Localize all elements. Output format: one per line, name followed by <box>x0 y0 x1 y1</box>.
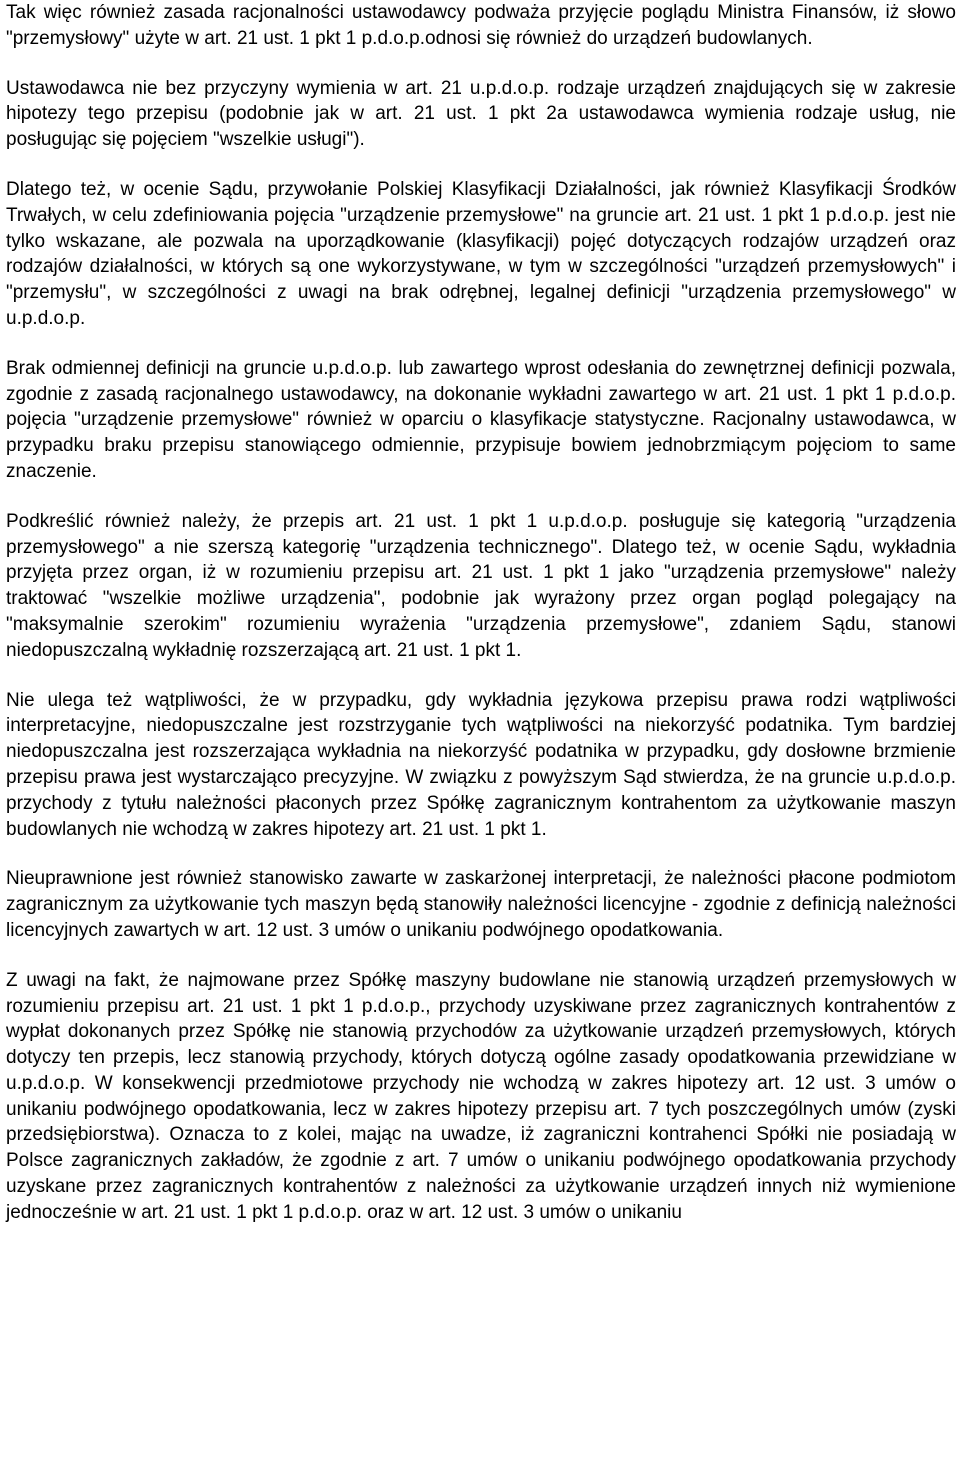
paragraph: Dlatego też, w ocenie Sądu, przywołanie Polskiej Klasyfikacji Działalności, jak również Klasyfikacji Środków Trwałych, w celu zdefiniowania pojęcia "urządzenie przemysłowe" na gruncie art. 21 ust. 1 pkt 1 p.d.o.p. jest nie tylko wskazane, ale pozwala na uporządkowanie (klasyfikacji) pojęć dotyczących rodzajów urządzeń oraz rodzajów działalności, w których są one wykorzystywane, w tym w szczególności "urządzeń przemysłowych" i "przemysłu", w szczególności z uwagi na brak odrębnej, legalnej definicji "urządzenia przemysłowego" w u.p.d.o.p. <box>6 178 956 329</box>
paragraph: Tak więc również zasada racjonalności ustawodawcy podważa przyjęcie poglądu Ministra Finansów, iż słowo "przemysłowy" użyte w art. 21 ust. 1 pkt 1 p.d.o.p.odnosi się również do urządzeń budowlanych. <box>6 2 956 49</box>
paragraph: Brak odmiennej definicji na gruncie u.p.d.o.p. lub zawartego wprost odesłania do zewnętrznej definicji pozwala, zgodnie z zasadą racjonalnego ustawodawcy, na dokonanie wykładni zawartego w art. 21 ust. 1 pkt 1 p.d.o.p. pojęcia "urządzenie przemysłowe" również w oparciu o klasyfikacje statystyczne. Racjonalny ustawodawca, w przypadku braku przepisu stanowiącego odmiennie, przypisuje bowiem jednobrzmiącym pojęciom to same znaczenie. <box>6 357 956 482</box>
paragraph: Nieuprawnione jest również stanowisko zawarte w zaskarżonej interpretacji, że należności płacone podmiotom zagranicznym za użytkowanie tych maszyn będą stanowiły należności licencyjne - zgodnie z definicją należności licencyjnych zawartych w art. 12 ust. 3 umów o unikaniu podwójnego opodatkowania. <box>6 868 956 941</box>
paragraph: Ustawodawca nie bez przyczyny wymienia w art. 21 u.p.d.o.p. rodzaje urządzeń znajdujących się w zakresie hipotezy tego przepisu (podobnie jak w art. 21 ust. 1 pkt 2a ustawodawca wymienia rodzaje usług, nie posługując się pojęciem "wszelkie usługi"). <box>6 77 956 151</box>
paragraph: Z uwagi na fakt, że najmowane przez Spółkę maszyny budowlane nie stanowią urządzeń przemysłowych w rozumieniu przepisu art. 21 ust. 1 pkt 1 p.d.o.p., przychody uzyskiwane przez zagranicznych kontrahentów z wypłat dokonanych przez Spółkę nie stanowią przychodów za użytkowanie urządzeń przemysłowych, których dotyczy ten przepis, lecz stanowią przychody, których dotyczą ogólne zasady opodatkowania przewidziane w u.p.d.o.p. W konsekwencji przedmiotowe przychody nie wchodzą w zakres hipotezy art. 12 ust. 3 umów o unikaniu podwójnego opodatkowania, lecz w zakres hipotezy przepisu art. 7 tych poszczególnych umów (zyski przedsiębiorstwa). Oznacza to z kolei, mając na uwadze, iż zagraniczni kontrahenci Spółki nie posiadają w Polsce zagranicznych zakładów, że zgodnie z art. 7 umów o unikaniu podwójnego opodatkowania przychody uzyskane przez zagranicznych kontrahentów z należności za użytkowanie urządzeń innych niż wymienione jednocześnie w art. 21 ust. 1 pkt 1 p.d.o.p. oraz w art. 12 ust. 3 umów o unikaniu <box>6 969 956 1223</box>
paragraph: Nie ulega też wątpliwości, że w przypadku, gdy wykładnia językowa przepisu prawa rodzi wątpliwości interpretacyjne, niedopuszczalne jest rozstrzyganie tych wątpliwości na niekorzyść podatnika. Tym bardziej niedopuszczalna jest rozszerzająca wykładnia na niekorzyść podatnika w przypadku, gdy dosłowne brzmienie przepisu prawa jest wystarczająco precyzyjne. W związku z powyższym Sąd stwierdza, że na gruncie u.p.d.o.p. przychody z tytułu należności płaconych przez Spółkę zagranicznym kontrahentom za użytkowanie maszyn budowlanych nie wchodzą w zakres hipotezy art. 21 ust. 1 pkt 1. <box>6 689 956 840</box>
paragraph: Podkreślić również należy, że przepis art. 21 ust. 1 pkt 1 u.p.d.o.p. posługuje się kategorią "urządzenia przemysłowego" a nie szerszą kategorię "urządzenia technicznego". Dlatego też, w ocenie Sądu, wykładnia przyjęta przez organ, iż w rozumieniu przepisu art. 21 ust. 1 pkt 1 jako "urządzenia przemysłowe" należy traktować "wszelkie możliwe urządzenia", podobnie jak wyrażony przez organ pogląd polegający na "maksymalnie szerokim" rozumieniu wyrażenia "urządzenia przemysłowe", zdaniem Sądu, stanowi niedopuszczalną wykładnię rozszerzającą art. 21 ust. 1 pkt 1. <box>6 510 956 661</box>
document-page <box>6 0 956 1226</box>
